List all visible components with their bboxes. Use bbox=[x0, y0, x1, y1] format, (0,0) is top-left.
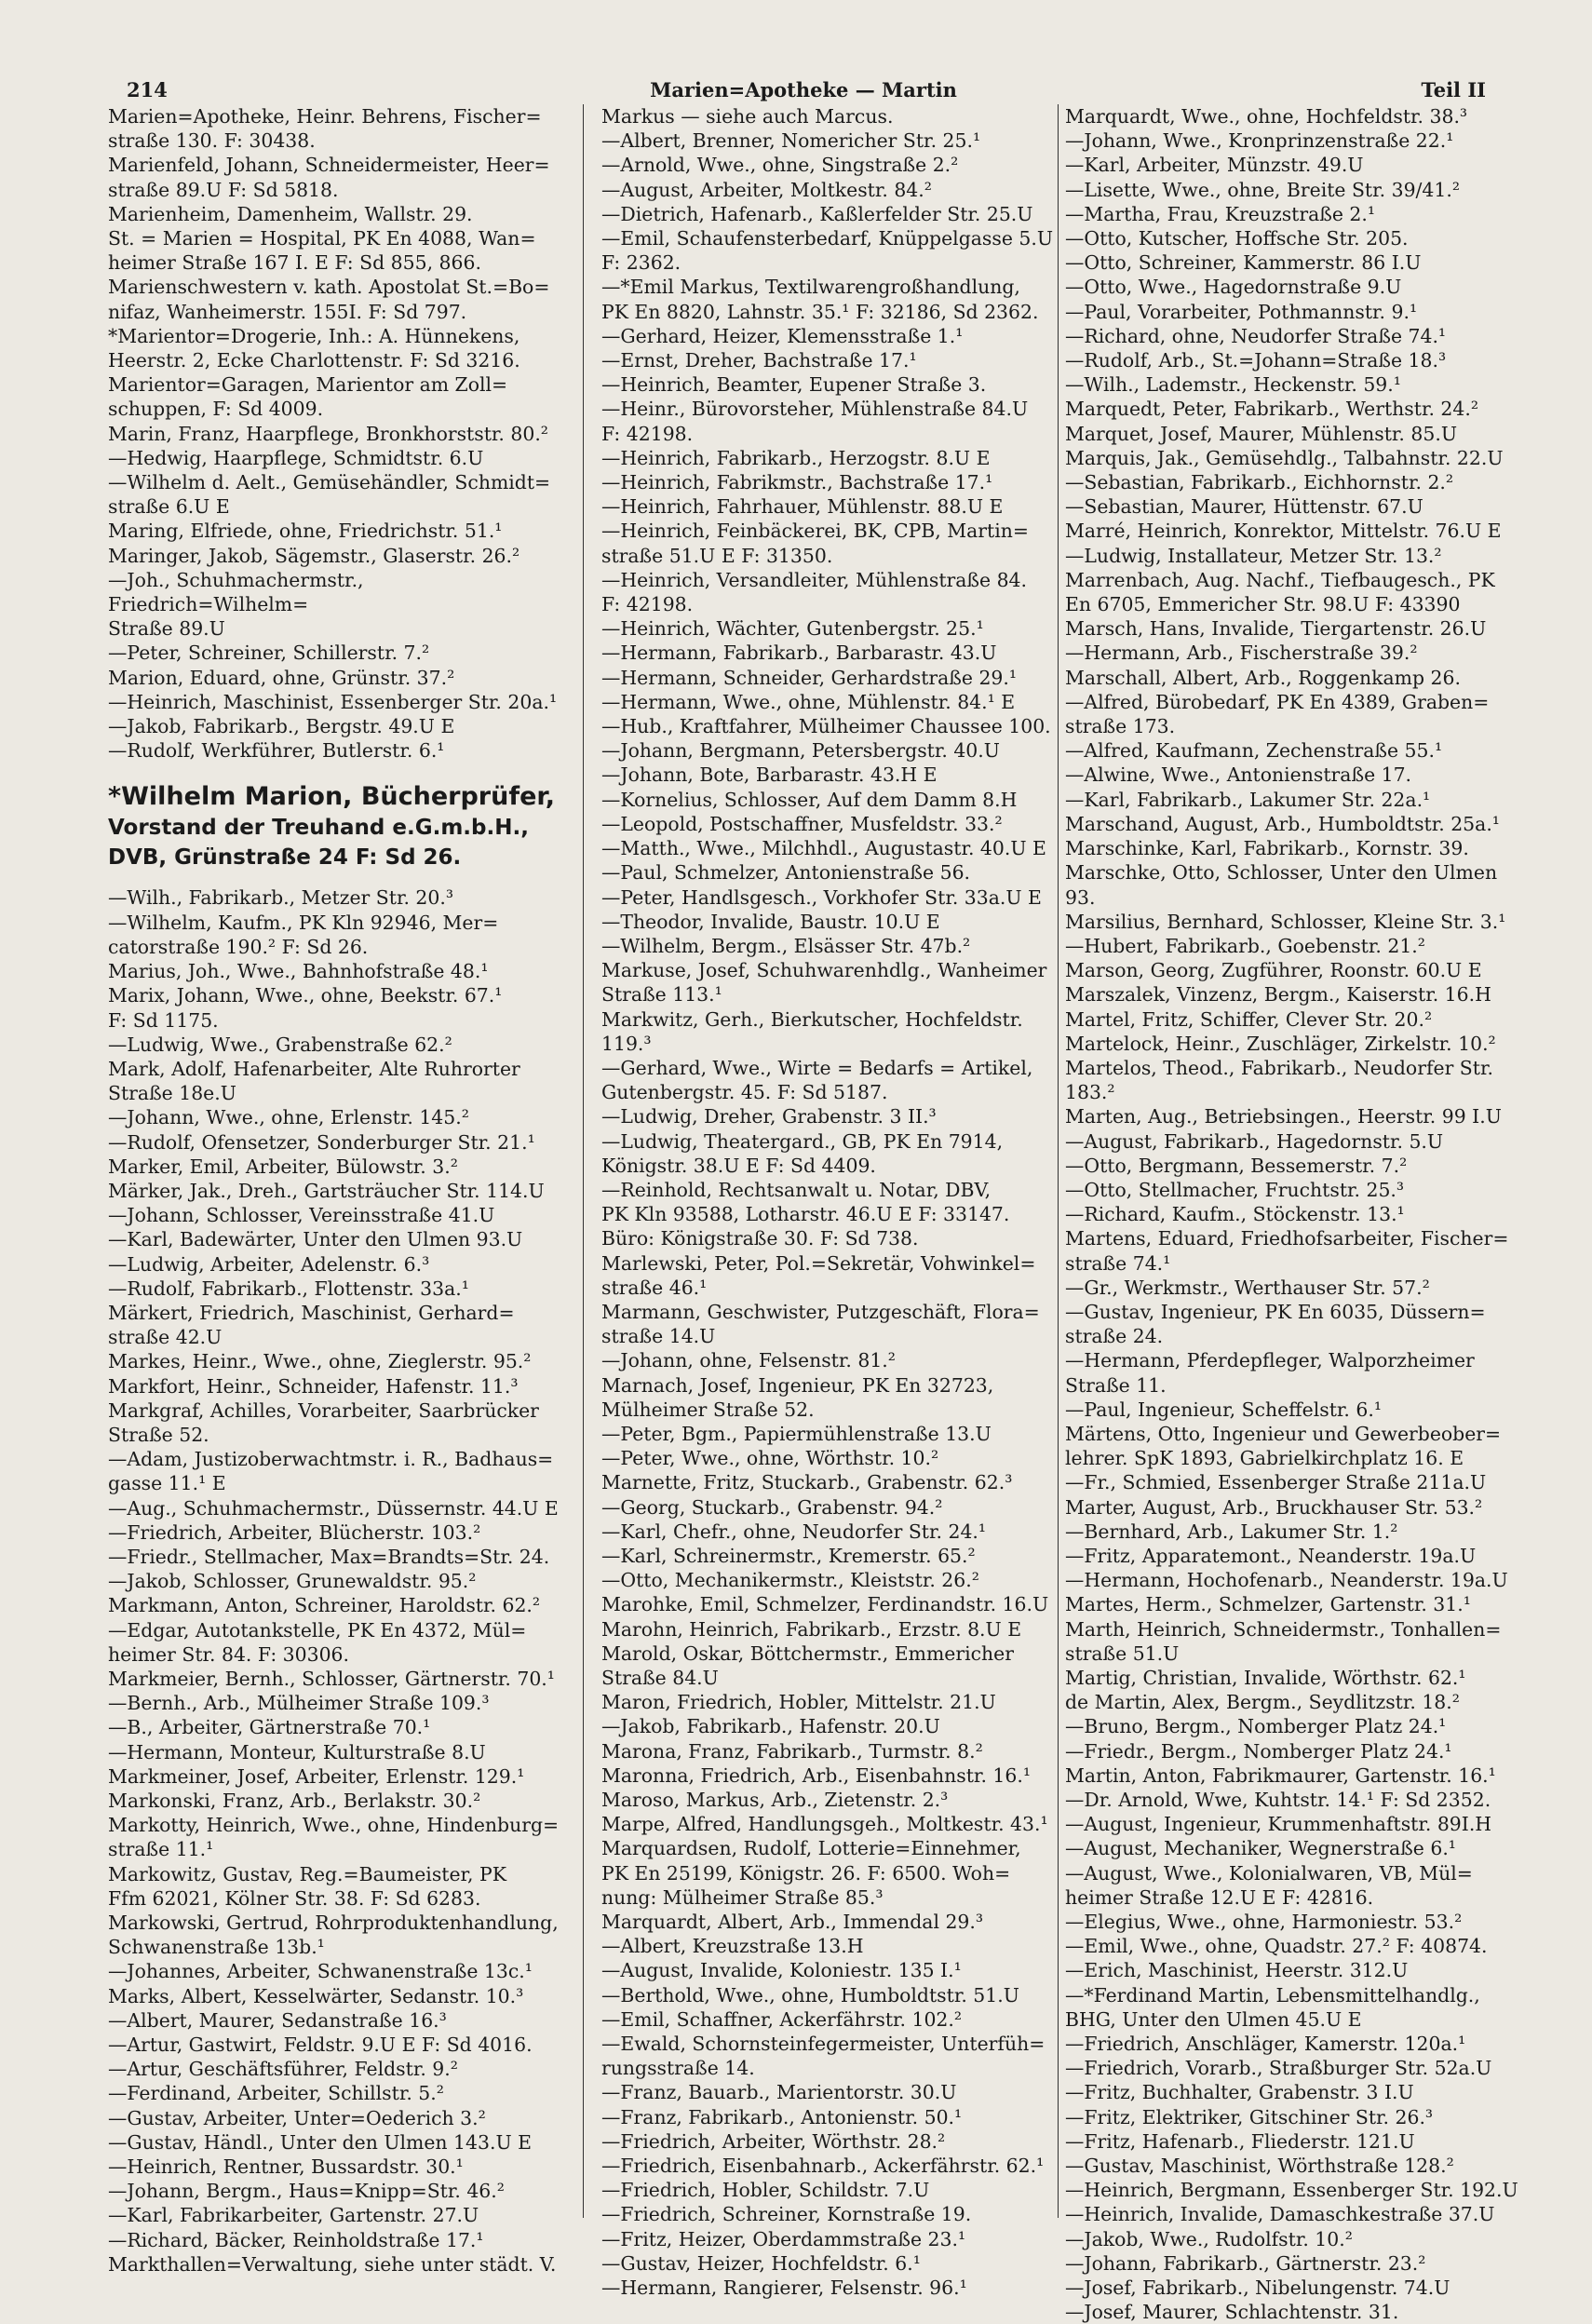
directory-entry-line: —Dietrich, Hafenarb., Kaßlerfelder Str. 25.U bbox=[601, 202, 1033, 225]
directory-entry-line: —Rudolf, Werkführer, Butlerstr. 6.¹ bbox=[108, 739, 445, 763]
directory-entry-line: straße 46.¹ bbox=[601, 1276, 708, 1299]
directory-entry-line: —*Ferdinand Martin, Lebensmittelhandlg., bbox=[1065, 1983, 1480, 2006]
directory-entry-line: straße 51.U E F: 31350. bbox=[601, 544, 833, 567]
directory-entry-line: lehrer. SpK 1893, Gabrielkirchplatz 16. E bbox=[1065, 1447, 1464, 1470]
column-2-entries bbox=[601, 104, 1058, 2300]
directory-entry-line: de Martin, Alex, Bergm., Seydlitzstr. 18.² bbox=[1065, 1691, 1460, 1714]
directory-entry-line: —Friedrich, Schreiner, Kornstraße 19. bbox=[601, 2203, 972, 2226]
directory-entry-line: —Heinrich, Wächter, Gutenbergstr. 25.¹ bbox=[601, 617, 984, 641]
directory-entry-line: —Friedr., Bergm., Nomberger Platz 24.¹ bbox=[1065, 1739, 1452, 1763]
directory-entry-line: —Heinrich, Rentner, Bussardstr. 30.¹ bbox=[108, 2155, 464, 2179]
directory-entry-line: —Heinr., Bürovorsteher, Mühlenstraße 84.U bbox=[601, 398, 1029, 421]
directory-entry-line: —Dr. Arnold, Wwe, Kuhtstr. 14.¹ F: Sd 2352. bbox=[1065, 1789, 1491, 1812]
directory-entry-line: Martin, Anton, Fabrikmaurer, Gartenstr. 16.¹ bbox=[1065, 1763, 1496, 1787]
directory-entry-line: Straße 52. bbox=[108, 1423, 209, 1446]
directory-entry-line: —Hermann, Hochofenarb., Neanderstr. 19a.U bbox=[1065, 1569, 1508, 1592]
column-1-entries bbox=[108, 104, 564, 763]
directory-entry-line: Markfort, Heinr., Schneider, Hafenstr. 11.³ bbox=[108, 1374, 519, 1398]
directory-entry-line: straße 6.U E bbox=[108, 495, 230, 519]
section-label: Teil II bbox=[1421, 78, 1486, 101]
column-divider bbox=[583, 104, 584, 2218]
directory-entry-line: —Gerhard, Wwe., Wirte = Bedarfs = Artikel, bbox=[601, 1056, 1033, 1079]
directory-entry-line: Maringer, Jakob, Sägemstr., Glaserstr. 26.² bbox=[108, 544, 520, 567]
directory-entry-line: Marold, Oskar, Böttchermstr., Emmericher bbox=[601, 1642, 1014, 1665]
directory-entry-line: —Hermann, Arb., Fischerstraße 39.² bbox=[1065, 642, 1418, 665]
directory-entry-line: —August, Fabrikarb., Hagedornstr. 5.U bbox=[1065, 1129, 1444, 1153]
directory-entry-line: nung: Mülheimer Straße 85.³ bbox=[601, 1885, 884, 1909]
directory-entry-line: —Kornelius, Schlosser, Auf dem Damm 8.H bbox=[601, 788, 1018, 811]
directory-entry-line: —Hubert, Fabrikarb., Goebenstr. 21.² bbox=[1065, 934, 1425, 957]
directory-entry-line: —Fritz, Heizer, Oberdammstraße 23.¹ bbox=[601, 2227, 966, 2250]
directory-entry-line: —Ferdinand, Arbeiter, Schillstr. 5.² bbox=[108, 2082, 444, 2105]
directory-entry-line: Markmann, Anton, Schreiner, Haroldstr. 62.² bbox=[108, 1594, 541, 1617]
directory-entry-line: Marquis, Jak., Gemüsehdlg., Talbahnstr. 22.U bbox=[1065, 446, 1504, 469]
directory-entry-line: —Heinrich, Versandleiter, Mühlenstraße 84. bbox=[601, 568, 1028, 591]
running-title: Marien=Apotheke — Martin bbox=[650, 78, 957, 101]
directory-entry-line: F: 42198. bbox=[601, 593, 694, 616]
directory-entry-line: Markonski, Franz, Arb., Berlakstr. 30.² bbox=[108, 1790, 481, 1812]
directory-entry-line: Martens, Eduard, Friedhofsarbeiter, Fischer= bbox=[1065, 1227, 1509, 1250]
directory-entry-line: —Wilh., Fabrikarb., Metzer Str. 20.³ bbox=[108, 886, 454, 910]
directory-entry-line: —*Emil Markus, Textilwarengroßhandlung, bbox=[601, 276, 1020, 299]
directory-entry-line: —August, Wwe., Kolonialwaren, VB, Mül= bbox=[1065, 1861, 1473, 1885]
directory-entry-line: nifaz, Wanheimerstr. 155I. F: Sd 797. bbox=[108, 300, 467, 323]
directory-entry-line: Marth, Heinrich, Schneidermstr., Tonhallen= bbox=[1065, 1617, 1502, 1641]
directory-entry-line: —Alwine, Wwe., Antonienstraße 17. bbox=[1065, 763, 1412, 787]
directory-entry-line: —Gustav, Händl., Unter den Ulmen 143.U E bbox=[108, 2130, 532, 2154]
directory-entry-line: —Johann, ohne, Felsenstr. 81.² bbox=[601, 1349, 896, 1372]
directory-entry-line: —Gr., Werkmstr., Werthauser Str. 57.² bbox=[1065, 1276, 1430, 1299]
directory-entry-line: —Fritz, Buchhalter, Grabenstr. 3 I.U bbox=[1065, 2081, 1414, 2104]
directory-entry-line: —Hermann, Wwe., ohne, Mühlenstr. 84.¹ E bbox=[601, 690, 1016, 713]
directory-entry-line: —Gerhard, Heizer, Klemensstraße 1.¹ bbox=[601, 324, 964, 347]
directory-entry-line: gasse 11.¹ E bbox=[108, 1472, 226, 1495]
directory-entry-line: —Karl, Chefr., ohne, Neudorfer Str. 24.¹ bbox=[601, 1520, 987, 1543]
directory-entry-line: —Josef, Maurer, Schlachtenstr. 31. bbox=[1065, 2301, 1399, 2324]
directory-entry-line: —Alfred, Bürobedarf, PK En 4389, Graben= bbox=[1065, 690, 1490, 713]
directory-entry-line: Marszalek, Vinzenz, Bergm., Kaiserstr. 16.H bbox=[1065, 983, 1491, 1007]
directory-entry-line: —Peter, Schreiner, Schillerstr. 7.² bbox=[108, 642, 430, 665]
directory-entry-line: —Ludwig, Installateur, Metzer Str. 13.² bbox=[1065, 544, 1442, 567]
directory-entry-line: —Artur, Gastwirt, Feldstr. 9.U E F: Sd 4016. bbox=[108, 2034, 533, 2057]
directory-entry-line: —Albert, Kreuzstraße 13.H bbox=[601, 1935, 864, 1958]
directory-entry-line: —Reinhold, Rechtsanwalt u. Notar, DBV, bbox=[601, 1178, 992, 1201]
directory-entry-line: Straße 11. bbox=[1065, 1373, 1167, 1397]
directory-entry-line: —Erich, Maschinist, Heerstr. 312.U bbox=[1065, 1959, 1409, 1982]
directory-entry-line: Marienheim, Damenheim, Wallstr. 29. bbox=[108, 202, 473, 225]
ad-line: *Wilhelm Marion, Bücherprüfer, bbox=[108, 782, 556, 812]
directory-entry-line: —Friedrich, Vorarb., Straßburger Str. 52a.U bbox=[1065, 2057, 1492, 2080]
directory-entry-line: —Franz, Fabrikarb., Antonienstr. 50.¹ bbox=[601, 2105, 963, 2128]
directory-entry-line: Markes, Heinr., Wwe., ohne, Zieglerstr. 95.² bbox=[108, 1350, 532, 1373]
directory-entry-line: —Sebastian, Maurer, Hüttenstr. 67.U bbox=[1065, 495, 1423, 519]
directory-entry-line: —Richard, Bäcker, Reinholdstraße 17.¹ bbox=[108, 2228, 484, 2251]
directory-entry-line: Marnette, Fritz, Stuckarb., Grabenstr. 62.³ bbox=[601, 1471, 1013, 1494]
directory-entry-line: —Hub., Kraftfahrer, Mülheimer Chaussee 100. bbox=[601, 715, 1051, 738]
directory-entry-line: —Friedrich, Anschläger, Kamerstr. 120a.¹ bbox=[1065, 2033, 1466, 2056]
directory-entry-line: —Albert, Brenner, Nomericher Str. 25.¹ bbox=[601, 129, 981, 153]
directory-entry-line: —Ewald, Schornsteinfegermeister, Unterfüh= bbox=[601, 2033, 1046, 2056]
directory-entry-line: *Marientor=Drogerie, Inh.: A. Hünnekens, bbox=[108, 324, 520, 347]
directory-entry-line: —Johann, Bergmann, Petersbergstr. 40.U bbox=[601, 739, 1000, 763]
directory-entry-line: —Heinrich, Beamter, Eupener Straße 3. bbox=[601, 373, 987, 397]
directory-entry-line: Marré, Heinrich, Konrektor, Mittelstr. 76.U E bbox=[1065, 520, 1502, 543]
directory-entry-line: St. = Marien = Hospital, PK En 4088, Wan= bbox=[108, 227, 536, 250]
directory-entry-line: —Peter, Wwe., ohne, Wörthstr. 10.² bbox=[601, 1447, 939, 1470]
column-divider bbox=[1058, 104, 1059, 2218]
directory-entry-line: F: 42198. bbox=[601, 422, 694, 445]
directory-entry-line: catorstraße 190.² F: Sd 26. bbox=[108, 935, 369, 958]
directory-entry-line: Marschke, Otto, Schlosser, Unter den Ulmen 93. bbox=[1065, 861, 1504, 909]
directory-entry-line: —Paul, Schmelzer, Antonienstraße 56. bbox=[601, 861, 971, 885]
directory-entry-line: —Artur, Geschäftsführer, Feldstr. 9.² bbox=[108, 2058, 458, 2081]
directory-entry-line: —Alfred, Kaufmann, Zechenstraße 55.¹ bbox=[1065, 739, 1443, 763]
directory-entry-line: —Sebastian, Fabrikarb., Eichhornstr. 2.² bbox=[1065, 471, 1454, 494]
directory-entry-line: —Heinrich, Bergmann, Essenberger Str. 192.U bbox=[1065, 2179, 1518, 2202]
directory-entry-line: Märker, Jak., Dreh., Gartsträucher Str. 114.U bbox=[108, 1179, 545, 1202]
directory-entry-line: PK En 25199, Königstr. 26. F: 6500. Woh= bbox=[601, 1861, 1011, 1885]
directory-entry-line: —Otto, Wwe., Hagedornstraße 9.U bbox=[1065, 276, 1402, 299]
directory-entry-line: —Fritz, Apparatemont., Neanderstr. 19a.U bbox=[1065, 1544, 1477, 1567]
directory-entry-line: —Johann, Fabrikarb., Gärtnerstr. 23.² bbox=[1065, 2251, 1426, 2275]
directory-entry-line: Marquet, Josef, Maurer, Mühlenstr. 85.U bbox=[1065, 422, 1458, 445]
directory-entry-line: straße 11.¹ bbox=[108, 1838, 214, 1861]
directory-entry-line: —B., Arbeiter, Gärtnerstraße 70.¹ bbox=[108, 1716, 431, 1739]
directory-entry-line: —Bernh., Arb., Mülheimer Straße 109.³ bbox=[108, 1692, 490, 1715]
directory-entry-line: Maron, Friedrich, Hobler, Mittelstr. 21.U bbox=[601, 1691, 996, 1714]
directory-entry-line: straße 51.U bbox=[1065, 1642, 1180, 1665]
directory-entry-line: Marien=Apotheke, Heinr. Behrens, Fischer= bbox=[108, 105, 542, 128]
directory-entry-line: —Otto, Bergmann, Bessemerstr. 7.² bbox=[1065, 1154, 1408, 1177]
directory-entry-line: Markmeier, Bernh., Schlosser, Gärtnerstr. 70.¹ bbox=[108, 1667, 555, 1690]
directory-entry-line: —Gustav, Heizer, Hochfeldstr. 6.¹ bbox=[601, 2251, 921, 2275]
advertisement-wilhelm-marion bbox=[108, 781, 564, 872]
directory-entry-line: —Hermann, Pferdepfleger, Walporzheimer bbox=[1065, 1349, 1475, 1372]
directory-entry-line: Martelos, Theod., Fabrikarb., Neudorfer Str. 183.² bbox=[1065, 1056, 1500, 1104]
directory-entry-line: —Rudolf, Fabrikarb., Flottenstr. 33a.¹ bbox=[108, 1277, 469, 1300]
directory-entry-line: —Wilh., Lademstr., Heckenstr. 59.¹ bbox=[1065, 373, 1401, 397]
directory-entry-line: —Ernst, Dreher, Bachstraße 17.¹ bbox=[601, 349, 917, 372]
directory-entry-line: Straße 113.¹ bbox=[601, 983, 722, 1007]
directory-entry-line: heimer Str. 84. F: 30306. bbox=[108, 1642, 350, 1666]
directory-entry-line: Marius, Joh., Wwe., Bahnhofstraße 48.¹ bbox=[108, 960, 489, 983]
directory-entry-line: —Richard, Kaufm., Stöckenstr. 13.¹ bbox=[1065, 1203, 1405, 1226]
directory-entry-line: —Lisette, Wwe., ohne, Breite Str. 39/41.² bbox=[1065, 178, 1461, 201]
directory-entry-line: Marks, Albert, Kesselwärter, Sedanstr. 10.³ bbox=[108, 1984, 524, 2007]
directory-entry-line: straße 89.U F: Sd 5818. bbox=[108, 178, 339, 201]
directory-entry-line: —Theodor, Invalide, Baustr. 10.U E bbox=[601, 910, 940, 933]
directory-entry-line: —Karl, Fabrikarb., Lakumer Str. 22a.¹ bbox=[1065, 788, 1431, 811]
directory-entry-line: —Johann, Bote, Barbarastr. 43.H E bbox=[601, 763, 938, 787]
directory-entry-line: Marten, Aug., Betriebsingen., Heerstr. 99 I.U bbox=[1065, 1105, 1502, 1128]
directory-entry-line: —Friedrich, Eisenbahnarb., Ackerfährstr. 62.¹ bbox=[601, 2155, 1045, 2178]
directory-entry-line: —Gustav, Ingenieur, PK En 6035, Düssern= bbox=[1065, 1300, 1486, 1323]
directory-entry-line: Marquardt, Wwe., ohne, Hochfeldstr. 38.³ bbox=[1065, 105, 1468, 128]
directory-entry-line: —Gustav, Arbeiter, Unter=Oederich 3.² bbox=[108, 2106, 486, 2129]
directory-entry-line: Marohke, Emil, Schmelzer, Ferdinandstr. 16.U bbox=[601, 1593, 1049, 1616]
directory-entry-line: Gutenbergstr. 45. F: Sd 5187. bbox=[601, 1081, 888, 1104]
directory-entry-line: —August, Mechaniker, Wegnerstraße 6.¹ bbox=[1065, 1837, 1456, 1860]
directory-entry-line: —Friedr., Stellmacher, Max=Brandts=Str. 24. bbox=[108, 1545, 550, 1568]
directory-entry-line: Heerstr. 2, Ecke Charlottenstr. F: Sd 3216. bbox=[108, 349, 520, 372]
directory-entry-line: —August, Ingenieur, Krummenhaftstr. 89I.H bbox=[1065, 1813, 1492, 1836]
directory-entry-line: —Wilhelm, Bergm., Elsässer Str. 47b.² bbox=[601, 934, 971, 957]
directory-entry-line: Markus — siehe auch Marcus. bbox=[601, 105, 894, 128]
directory-entry-line: Markowitz, Gustav, Reg.=Baumeister, PK bbox=[108, 1862, 506, 1885]
directory-entry-line: —August, Invalide, Koloniestr. 135 I.¹ bbox=[601, 1959, 962, 1982]
directory-entry-line: Martes, Herm., Schmelzer, Gartenstr. 31.¹ bbox=[1065, 1593, 1471, 1616]
directory-entry-line: Martig, Christian, Invalide, Wörthstr. 62.¹ bbox=[1065, 1667, 1466, 1689]
directory-entry-line: —Jakob, Wwe., Rudolfstr. 10.² bbox=[1065, 2227, 1353, 2250]
directory-entry-line: straße 173. bbox=[1065, 715, 1176, 738]
directory-entry-line: Marienfeld, Johann, Schneidermeister, Heer= bbox=[108, 154, 550, 177]
directory-entry-line: Marquardt, Albert, Arb., Immendal 29.³ bbox=[601, 1911, 984, 1934]
directory-entry-line: —Hermann, Fabrikarb., Barbarastr. 43.U bbox=[601, 642, 997, 665]
directory-entry-line: F: 2362. bbox=[601, 251, 681, 275]
directory-entry-line: Marrenbach, Aug. Nachf., Tiefbaugesch., PK bbox=[1065, 568, 1495, 591]
directory-entry-line: —Josef, Fabrikarb., Nibelungenstr. 74.U bbox=[1065, 2277, 1450, 2300]
directory-entry-line: —Hermann, Monteur, Kulturstraße 8.U bbox=[108, 1740, 486, 1763]
directory-entry-line: —Friedrich, Arbeiter, Blücherstr. 103.² bbox=[108, 1520, 481, 1544]
directory-entry-line: Märkert, Friedrich, Maschinist, Gerhard= bbox=[108, 1301, 515, 1324]
directory-entry-line: Marschinke, Karl, Fabrikarb., Kornstr. 39. bbox=[1065, 837, 1469, 860]
directory-entry-line: —Martha, Frau, Kreuzstraße 2.¹ bbox=[1065, 202, 1376, 225]
directory-entry-line: —Paul, Ingenieur, Scheffelstr. 6.¹ bbox=[1065, 1398, 1383, 1421]
directory-entry-line: —Bernhard, Arb., Lakumer Str. 1.² bbox=[1065, 1520, 1398, 1543]
directory-entry-line: Marschand, August, Arb., Humboldtstr. 25a.¹ bbox=[1065, 812, 1500, 835]
directory-entry-line: Marona, Franz, Fabrikarb., Turmstr. 8.² bbox=[601, 1739, 983, 1763]
column-2 bbox=[601, 104, 1058, 2300]
directory-entry-line: —Karl, Arbeiter, Münzstr. 49.U bbox=[1065, 154, 1364, 177]
directory-entry-line: —Arnold, Wwe., ohne, Singstraße 2.² bbox=[601, 154, 959, 177]
directory-entry-line: PK En 8820, Lahnstr. 35.¹ F: 32186, Sd 2362. bbox=[601, 300, 1039, 323]
directory-entry-line: —Hermann, Schneider, Gerhardstraße 29.¹ bbox=[601, 666, 1018, 689]
directory-entry-line: Marohn, Heinrich, Fabrikarb., Erzstr. 8.U E bbox=[601, 1617, 1022, 1641]
directory-entry-line: —Georg, Stuckarb., Grabenstr. 94.² bbox=[601, 1495, 943, 1519]
directory-entry-line: straße 14.U bbox=[601, 1325, 716, 1348]
directory-entry-line: Markotty, Heinrich, Wwe., ohne, Hindenburg= bbox=[108, 1814, 560, 1837]
directory-entry-line: Marlewski, Peter, Pol.=Sekretär, Vohwinkel= bbox=[601, 1251, 1036, 1275]
directory-entry-line: Ffm 62021, Kölner Str. 38. F: Sd 6283. bbox=[108, 1886, 481, 1910]
directory-entry-line: Marson, Georg, Zugführer, Roonstr. 60.U E bbox=[1065, 959, 1482, 982]
directory-entry-line: Marin, Franz, Haarpflege, Bronkhorststr. 80.² bbox=[108, 422, 548, 445]
column-1 bbox=[108, 104, 564, 2276]
directory-entry-line: Schwanenstraße 13b.¹ bbox=[108, 1936, 325, 1959]
directory-entry-line: En 6705, Emmericher Str. 98.U F: 43390 bbox=[1065, 593, 1461, 616]
directory-entry-line: Marpe, Alfred, Handlungsgeh., Moltkestr. 43.¹ bbox=[601, 1813, 1048, 1836]
directory-entry-line: Büro: Königstraße 30. F: Sd 738. bbox=[601, 1227, 919, 1250]
directory-entry-line: —Emil, Schaufensterbedarf, Knüppelgasse 5.U bbox=[601, 227, 1054, 250]
column-3-entries bbox=[1065, 104, 1531, 2324]
directory-entry-line: Markwitz, Gerh., Bierkutscher, Hochfeldstr. 119.³ bbox=[601, 1007, 1030, 1055]
directory-entry-line: —Gustav, Maschinist, Wörthstraße 128.² bbox=[1065, 2155, 1454, 2178]
directory-entry-line: —Otto, Kutscher, Hoffsche Str. 205. bbox=[1065, 227, 1409, 250]
directory-entry-line: —Ludwig, Dreher, Grabenstr. 3 II.³ bbox=[601, 1105, 937, 1128]
directory-entry-line: Marschall, Albert, Arb., Roggenkamp 26. bbox=[1065, 666, 1461, 689]
directory-entry-line: —Elegius, Wwe., ohne, Harmoniestr. 53.² bbox=[1065, 1911, 1463, 1934]
directory-entry-line: —Fr., Schmied, Essenberger Straße 211a.U bbox=[1065, 1471, 1487, 1494]
directory-entry-line: —Adam, Justizoberwachtmstr. i. R., Badhaus= bbox=[108, 1448, 554, 1471]
directory-entry-line: Königstr. 38.U E F: Sd 4409. bbox=[601, 1154, 876, 1177]
directory-entry-line: Marnach, Josef, Ingenieur, PK En 32723, bbox=[601, 1373, 994, 1397]
directory-entry-line: —Johann, Wwe., Kronprinzenstraße 22.¹ bbox=[1065, 129, 1454, 153]
directory-entry-line: —Richard, ohne, Neudorfer Straße 74.¹ bbox=[1065, 324, 1447, 347]
directory-entry-line: Straße 18e.U bbox=[108, 1082, 236, 1105]
directory-entry-line: —Jakob, Fabrikarb., Hafenstr. 20.U bbox=[601, 1715, 940, 1738]
directory-entry-line: straße 74.¹ bbox=[1065, 1251, 1171, 1275]
directory-entry-line: Marienschwestern v. kath. Apostolat St.=Bo= bbox=[108, 276, 550, 299]
directory-entry-line: —Emil, Schaffner, Ackerfährstr. 102.² bbox=[601, 2007, 963, 2031]
directory-entry-line: —August, Arbeiter, Moltkestr. 84.² bbox=[601, 178, 932, 201]
directory-entry-line: —Wilhelm, Kaufm., PK Kln 92946, Mer= bbox=[108, 911, 499, 934]
directory-entry-line: straße 130. F: 30438. bbox=[108, 129, 316, 153]
directory-entry-line: —Matth., Wwe., Milchhdl., Augustastr. 40.U E bbox=[601, 837, 1046, 860]
directory-entry-line: Marter, August, Arb., Bruckhauser Str. 53.² bbox=[1065, 1495, 1483, 1519]
directory-entry-line: —Fritz, Elektriker, Gitschiner Str. 26.³ bbox=[1065, 2105, 1434, 2128]
directory-entry-line: —Joh., Schuhmachermstr., Friedrich=Wilhelm= bbox=[108, 568, 371, 616]
directory-entry-line: heimer Straße 12.U E F: 42816. bbox=[1065, 1885, 1374, 1909]
directory-entry-line: Mark, Adolf, Hafenarbeiter, Alte Ruhrorter bbox=[108, 1057, 520, 1080]
directory-entry-line: —Karl, Schreinermstr., Kremerstr. 65.² bbox=[601, 1544, 976, 1567]
directory-entry-line: —Emil, Wwe., ohne, Quadstr. 27.² F: 40874. bbox=[1065, 1935, 1488, 1958]
ad-line: DVB, Grünstraße 24 F: Sd 26. bbox=[108, 845, 462, 871]
directory-entry-line: —Karl, Fabrikarbeiter, Gartenstr. 27.U bbox=[108, 2204, 479, 2227]
directory-entry-line: Mülheimer Straße 52. bbox=[601, 1398, 815, 1421]
directory-entry-line: Marix, Johann, Wwe., ohne, Beekstr. 67.¹ bbox=[108, 984, 503, 1007]
column-1-entries-continued bbox=[108, 885, 564, 2277]
directory-entry-line: Marsilius, Bernhard, Schlosser, Kleine Str. 3.¹ bbox=[1065, 910, 1506, 933]
directory-entry-line: Marquardsen, Rudolf, Lotterie=Einnehmer, bbox=[601, 1837, 1021, 1860]
directory-entry-line: —Johann, Schlosser, Vereinsstraße 41.U bbox=[108, 1204, 495, 1227]
directory-entry-line: —Franz, Bauarb., Marientorstr. 30.U bbox=[601, 2081, 957, 2104]
directory-entry-line: straße 24. bbox=[1065, 1325, 1164, 1348]
directory-entry-line: —Friedrich, Arbeiter, Wörthstr. 28.² bbox=[601, 2129, 946, 2153]
directory-entry-line: heimer Straße 167 I. E F: Sd 855, 866. bbox=[108, 251, 481, 275]
directory-entry-line: —Johannes, Arbeiter, Schwanenstraße 13c.¹ bbox=[108, 1960, 533, 1983]
directory-entry-line: —Heinrich, Fahrhauer, Mühlenstr. 88.U E bbox=[601, 495, 1004, 519]
directory-entry-line: —Albert, Maurer, Sedanstraße 16.³ bbox=[108, 2008, 447, 2032]
directory-entry-line: Marsch, Hans, Invalide, Tiergartenstr. 26.U bbox=[1065, 617, 1487, 641]
directory-entry-line: rungsstraße 14. bbox=[601, 2057, 755, 2080]
directory-entry-line: —Heinrich, Invalide, Damaschkestraße 37.U bbox=[1065, 2203, 1495, 2226]
directory-entry-line: —Karl, Badewärter, Unter den Ulmen 93.U bbox=[108, 1228, 523, 1251]
directory-entry-line: —Rudolf, Ofensetzer, Sonderburger Str. 21.¹ bbox=[108, 1130, 535, 1154]
directory-entry-line: Marion, Eduard, ohne, Grünstr. 37.² bbox=[108, 666, 455, 689]
directory-entry-line: Marmann, Geschwister, Putzgeschäft, Flora= bbox=[601, 1300, 1040, 1323]
directory-entry-line: —Ludwig, Theatergard., GB, PK En 7914, bbox=[601, 1129, 1004, 1153]
directory-entry-line: Martel, Fritz, Schiffer, Clever Str. 20.² bbox=[1065, 1007, 1433, 1031]
directory-entry-line: Straße 84.U bbox=[601, 1667, 719, 1689]
directory-entry-line: —Friedrich, Hobler, Schildstr. 7.U bbox=[601, 2179, 930, 2202]
directory-entry-line: Markmeiner, Josef, Arbeiter, Erlenstr. 129.¹ bbox=[108, 1764, 525, 1788]
directory-entry-line: BHG, Unter den Ulmen 45.U E bbox=[1065, 2007, 1362, 2031]
directory-entry-line: —Heinrich, Feinbäckerei, BK, CPB, Martin= bbox=[601, 520, 1029, 543]
directory-entry-line: —Ludwig, Arbeiter, Adelenstr. 6.³ bbox=[108, 1252, 430, 1276]
directory-entry-line: —Paul, Vorarbeiter, Pothmannstr. 9.¹ bbox=[1065, 300, 1418, 323]
directory-entry-line: —Hedwig, Haarpflege, Schmidtstr. 6.U bbox=[108, 446, 484, 469]
directory-entry-line: schuppen, F: Sd 4009. bbox=[108, 398, 324, 421]
directory-entry-line: —Otto, Schreiner, Kammerstr. 86 I.U bbox=[1065, 251, 1422, 275]
directory-entry-line: —Johann, Wwe., ohne, Erlenstr. 145.² bbox=[108, 1106, 469, 1129]
directory-entry-line: —Wilhelm d. Aelt., Gemüsehändler, Schmidt= bbox=[108, 471, 551, 494]
directory-entry-line: Straße 89.U bbox=[108, 617, 225, 641]
directory-entry-line: —Heinrich, Maschinist, Essenberger Str. 20a.¹ bbox=[108, 690, 558, 713]
directory-entry-line: —Heinrich, Fabrikarb., Herzogstr. 8.U E bbox=[601, 446, 991, 469]
directory-entry-line: —Aug., Schuhmachermstr., Düssernstr. 44.U E bbox=[108, 1496, 559, 1520]
directory-entry-line: —Heinrich, Fabrikmstr., Bachstraße 17.¹ bbox=[601, 471, 993, 494]
page-number: 214 bbox=[127, 78, 168, 101]
directory-entry-line: —Leopold, Postschaffner, Musfeldstr. 33.² bbox=[601, 812, 1003, 835]
directory-entry-line: —Hermann, Rangierer, Felsenstr. 96.¹ bbox=[601, 2277, 967, 2300]
directory-entry-line: —Otto, Stellmacher, Fruchtstr. 25.³ bbox=[1065, 1178, 1405, 1201]
directory-entry-line: —Jakob, Schlosser, Grunewaldstr. 95.² bbox=[108, 1570, 477, 1593]
directory-entry-line: —Rudolf, Arb., St.=Johann=Straße 18.³ bbox=[1065, 349, 1447, 372]
ad-line: Vorstand der Treuhand e.G.m.b.H., bbox=[108, 816, 529, 841]
directory-entry-line: Marker, Emil, Arbeiter, Bülowstr. 3.² bbox=[108, 1155, 458, 1178]
directory-entry-line: —Otto, Mechanikermstr., Kleiststr. 26.² bbox=[601, 1569, 979, 1592]
directory-entry-line: F: Sd 1175. bbox=[108, 1008, 219, 1032]
directory-entry-line: Markowski, Gertrud, Rohrproduktenhandlung, bbox=[108, 1912, 559, 1935]
directory-entry-line: Maronna, Friedrich, Arb., Eisenbahnstr. 16.¹ bbox=[601, 1763, 1032, 1787]
directory-entry-line: —Peter, Bgm., Papiermühlenstraße 13.U bbox=[601, 1422, 992, 1445]
directory-entry-line: —Edgar, Autotankstelle, PK En 4372, Mül= bbox=[108, 1618, 527, 1642]
directory-entry-line: —Ludwig, Wwe., Grabenstraße 62.² bbox=[108, 1033, 452, 1056]
directory-entry-line: —Bruno, Bergm., Nomberger Platz 24.¹ bbox=[1065, 1715, 1447, 1738]
directory-entry-line: Martelock, Heinr., Zuschläger, Zirkelstr. 10.² bbox=[1065, 1032, 1496, 1055]
directory-entry-line: —Peter, Handlsgesch., Vorkhofer Str. 33a.U E bbox=[601, 885, 1042, 909]
directory-entry-line: Markuse, Josef, Schuhwarenhdlg., Wanheimer bbox=[601, 959, 1047, 982]
directory-entry-line: —Johann, Bergm., Haus=Knipp=Str. 46.² bbox=[108, 2180, 505, 2203]
directory-entry-line: Marientor=Garagen, Marientor am Zoll= bbox=[108, 373, 508, 397]
directory-entry-line: Markgraf, Achilles, Vorarbeiter, Saarbrücker bbox=[108, 1398, 539, 1422]
directory-entry-line: —Berthold, Wwe., ohne, Humboldtstr. 51.U bbox=[601, 1983, 1019, 2006]
directory-entry-line: Maroso, Markus, Arb., Zietenstr. 2.³ bbox=[601, 1789, 949, 1812]
directory-entry-line: straße 42.U bbox=[108, 1326, 223, 1349]
directory-entry-line: PK Kln 93588, Lotharstr. 46.U E F: 33147. bbox=[601, 1203, 1010, 1226]
directory-entry-line: Märtens, Otto, Ingenieur und Gewerbeober= bbox=[1065, 1422, 1502, 1445]
directory-entry-line: Markthallen=Verwaltung, siehe unter städt. V. bbox=[108, 2252, 557, 2276]
directory-entry-line: —Jakob, Fabrikarb., Bergstr. 49.U E bbox=[108, 715, 455, 738]
directory-entry-line: —Fritz, Hafenarb., Fliederstr. 121.U bbox=[1065, 2129, 1415, 2153]
column-3 bbox=[1065, 104, 1531, 2324]
directory-entry-line: Maring, Elfriede, ohne, Friedrichstr. 51.¹ bbox=[108, 520, 503, 543]
directory-entry-line: Marquedt, Peter, Fabrikarb., Werthstr. 24.² bbox=[1065, 398, 1479, 421]
